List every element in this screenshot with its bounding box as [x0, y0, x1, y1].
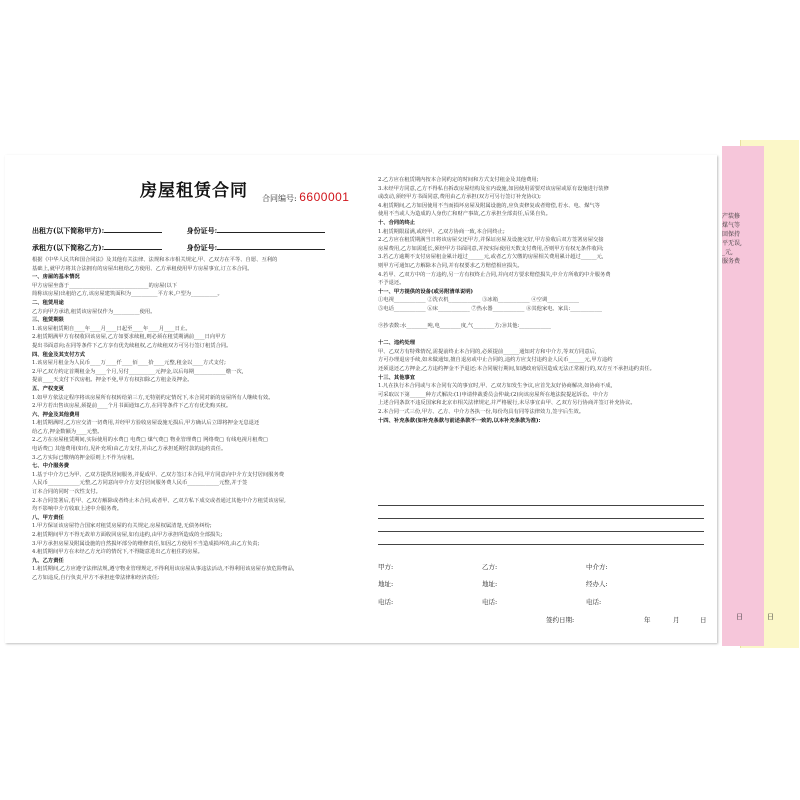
clause-line: 乙方向甲方承诺,租赁该房屋仅作为__________使用。 [32, 308, 156, 315]
lessor-label: 出租方(以下简称甲方): [32, 226, 105, 235]
section-heading: 十二、违约处理 [378, 340, 416, 347]
clause-line: 2.乙方应在租赁期内按本合同约定的时间和方式支付租金及其他费用; [378, 177, 539, 183]
lessor-id-label: 身份证号: [186, 226, 218, 235]
contract-body-right [378, 176, 706, 425]
clause-line: 或改动,须经甲方书面同意,费用由乙方承担(双方可另行签订补充协议); [378, 194, 541, 201]
clause-line: 4.若甲、乙双方中的一方违约,另一方有权终止合同,并向对方要求赔偿损失,中介方所收的中介服务费 [378, 271, 611, 278]
sign-date-label: 签约日期: [546, 616, 575, 624]
clause-line: 订本合同的同时一次性支付。 [32, 489, 101, 496]
clause-line: 1.该房屋月租金为人民币____万____仟____佰____拾____元整,租金以____方式支付; [32, 360, 226, 367]
section-heading: 四、租金及其支付方式 [32, 351, 85, 358]
section-heading: 九、乙方责任 [32, 557, 64, 564]
clause-line: 2.甲乙双方约定首期租金为____个月,另付__________元押金,以后每期____________缴一次, [32, 368, 244, 375]
sign-party-b: 乙方: [482, 563, 498, 571]
supplement-line[interactable] [378, 531, 704, 532]
contract-number-value: 6600001 [299, 190, 350, 204]
section-heading: 二、租赁用途 [32, 299, 64, 306]
clause-line: 均不影响中介方收取上述中介服务费。 [32, 506, 123, 513]
section-heading: 八、甲方责任 [32, 514, 64, 521]
lessee-id-label: 身份证号: [186, 243, 218, 252]
clause-line: 3.未经甲方同意,乙方不得私自拆改房屋结构及室内设施,如因使用需要对该房屋或原有设施进行装修 [378, 185, 609, 192]
clause-line: ⑨抄表数:水________吨,电________度,气________方;⑩其他:____________ [378, 323, 551, 330]
sign-party-a: 甲方: [378, 563, 394, 571]
section-heading: 十、合同的终止 [378, 219, 416, 226]
section-heading: 七、中介服务费 [32, 463, 70, 470]
section-heading: 一、房屋的基本情况 [32, 274, 80, 281]
clause-line: ①电视____________ ②洗衣机____________ ③冰箱____________ ④空调____________ [378, 297, 580, 304]
address-a: 地址: [378, 580, 394, 588]
pink-day-label: 日 [736, 613, 743, 621]
pink-copy-sheet [722, 146, 764, 646]
phone-a: 电话: [378, 598, 394, 606]
clause-line: 甲、乙双方有特殊情况,需提前终止本合同的,必须提前______通知对方和中介方,等双方同意后, [378, 348, 597, 355]
section-heading: 五、产权变更 [32, 385, 64, 392]
clause-line: 2.租赁期满甲方有权收回该房屋,乙方如要求续租,则必须在租赁期满前____日向甲方 [32, 334, 226, 341]
clause-line: 2.乙方在房屋租赁期间,实际使用的水费□ 电费□ 煤气费□ 物业管理费□ 网络费□ 有线电视月租费□ [32, 437, 268, 444]
clause-line: 2.甲方若出售该房屋,须提前____个月书面通知乙方,在同等条件下乙方有优先购买权。 [32, 403, 232, 410]
supplement-line[interactable] [378, 505, 704, 506]
phone-agent: 电话: [586, 598, 602, 606]
clause-line [378, 331, 706, 340]
clause-line: 1.租赁期限届满,或经甲、乙双方协商一致,本合同终止; [378, 228, 505, 235]
clause-line: 提出书面意向;在同等条件下乙方享有优先续租权,乙方续租双方可另行签订租赁合同。 [32, 342, 232, 349]
lessee-name-field[interactable] [104, 242, 162, 250]
agent-person: 经办人: [586, 580, 608, 588]
clause-line: 3.乙方实际已缴纳的押金原则上不作为房租。 [32, 454, 138, 461]
clause-line: 基础上,就甲方将其合法拥有的房屋出租给乙方使用、乙方承租使用甲方房屋事宜,订立本合同。 [32, 265, 253, 272]
lessor-row [32, 225, 325, 236]
clause-line: 4.租赁期间甲方在未经乙方允许的情况下,不得随意进出乙方租住的房屋。 [32, 549, 203, 556]
lessee-label: 承租方(以下简称乙方): [32, 243, 105, 252]
lessor-id-field[interactable] [217, 225, 325, 233]
contract-number-label: 合同编号: [262, 194, 297, 203]
clause-line: ⑤电话____________ ⑥床____________ ⑦热水器____________ ⑧其他家电、家具:____________ [378, 305, 603, 312]
supplement-line[interactable] [378, 544, 704, 545]
section-heading: 六、押金及其他费用 [32, 411, 80, 418]
clause-line: 3.若乙方逾期不支付房屋租金累计超过______元,或者乙方欠缴的房屋相关费用累计超过______元, [378, 254, 604, 261]
clause-line: 1.如甲方依法定程序将该房屋所有权转给第三方,无特别约定情况下,本合同对新的房屋所有人继续有效。 [32, 394, 274, 401]
lessor-name-field[interactable] [104, 225, 162, 233]
clause-line [378, 314, 706, 323]
clause-line: 2.本合同一式三份,甲方、乙方、中介方各执一份,每份均具有同等法律效力,签字后生效。 [378, 409, 585, 416]
lessee-row [32, 242, 325, 253]
clause-line: 上述合同条款不违反国家和北京市相关法律规定,并严格履行,未尽事宜由甲、乙双方另行协商并签订补充协议。 [378, 400, 636, 407]
section-heading: 十四、补充条款(如补充条款与前述条款不一致的,以本补充条款为准): [378, 417, 541, 424]
contract-body-left [32, 256, 368, 583]
clause-line: 1.该房屋租赁期自____年____月____日起至____年____月____日止。 [32, 325, 191, 332]
clause-line: 人民币____________元整,乙方同意向中介方支付居间服务费人民币____________元整,并于签 [32, 480, 248, 487]
clause-line: 1.基于中介方已为甲、乙双方提供居间服务,并促成甲、乙双方签订本合同,甲方同意向中介方支付居间服务费 [32, 471, 285, 478]
yellow-day-label: 日 [767, 613, 774, 621]
clause-line: 根据《中华人民共和国合同法》及其他有关法律、法规和本市相关规定,甲、乙双方在平等、自愿、互利的 [32, 257, 278, 263]
clause-line: 2.本合同签署后,若甲、乙双方解除或者终止本合同,或者甲、乙双方私下成交或者通过其他中介方租赁该房屋, [32, 497, 286, 504]
section-heading: 十一、甲方提供的设备(或另附清单说明) [378, 288, 474, 295]
supplement-line[interactable] [378, 518, 704, 519]
sign-day: 日 [700, 616, 707, 624]
clause-line: 1.租赁期满时,乙方应交清一切费用,并经甲方验收房屋设施无损后,甲方确认后立即将押金无息退还 [32, 420, 260, 427]
clause-line: 3.甲方承担房屋及附属设施的自然损坏部分的维修责任,如因乙方使用不当造成损坏的,由乙方负责; [32, 540, 260, 547]
clause-line: 还须退还乙方押金,乙方违约押金不予退还;本合同履行期间,如遇政府原因造成无法正常履行的,双方互不承担违约责任。 [378, 366, 655, 373]
clause-line: 房屋费用,乙方如需延长,须经甲方书面同意,并按实际使用天数支付费用,否则甲方有权无条件收回; [378, 245, 604, 252]
clause-line: 电话费□ 其他费用(如有,见补充项)由乙方支付,并由乙方承担延期付款的违约责任。 [32, 446, 227, 453]
clause-line: 2.乙方应在租赁期满当日将该房屋交还甲方,并保证房屋及设施完好,甲方验收后双方签署房屋交接 [378, 237, 604, 244]
contract-number [262, 190, 349, 204]
clause-line: 使用不当或人为造成的人身伤亡和财产事故,乙方承担全部责任,后果自负。 [378, 211, 551, 218]
section-heading: 三、租赁期限 [32, 317, 64, 324]
clause-line: 乙方如违反,自行负责,甲方不承担连带法律和经济责任; [32, 574, 159, 581]
sign-agent: 中介方: [586, 563, 608, 571]
clause-line: 甲方房屋坐落于______________________________的房屋(以下 [32, 282, 178, 289]
clause-line: 4.租赁期间,乙方如因使用不当而损坏房屋及附属设施的,应负责修复或者赔偿,若水、电、煤气等 [378, 202, 600, 209]
lessee-id-field[interactable] [217, 242, 325, 250]
clause-line: 1.租赁期间,乙方应遵守法律法规,遵守物业管理规定,不得利用该房屋从事违法活动,不得利用该房屋存放危险物品, [32, 566, 295, 573]
clause-line: 简称该房屋)出租给乙方,该房屋建筑面积为__________平方米,户型为__________。 [32, 291, 223, 298]
clause-line: 则甲方可通知乙方解除本合同,并有权要求乙方赔偿相应损失。 [378, 262, 523, 269]
clause-line: 给乙方,押金数额为____元整。 [32, 428, 103, 435]
clause-line: 提前____天支付下次房租。押金不免,甲方有权扣除乙方租金及押金。 [32, 377, 193, 384]
section-heading: 十三、其他事宜 [378, 374, 416, 381]
phone-b: 电话: [482, 598, 498, 606]
clause-line: 不予退还。 [378, 280, 405, 287]
sign-month: 月 [673, 616, 680, 624]
clause-line: 1.凡在执行本合同或与本合同有关的事宜时,甲、乙双方如发生争议,应首先友好协商解决,如协商不成, [378, 383, 613, 390]
clause-line: 1.甲方保证该房屋符合国家对租赁房屋的有关规定,房屋权属清楚,无债务纠纷; [32, 523, 212, 530]
sign-year: 年 [644, 616, 651, 624]
document-title: 房屋租赁合同 [140, 181, 248, 201]
clause-line: 方可办理退房手续,如未做通知,擅自退房或中止合同的,违约方应支付违约金人民币______元,甲方违约 [378, 357, 613, 364]
clause-line: 2.租赁期间甲方不得无故单方面收回房屋,如有违约,由甲方承担所造成的全部损失; [32, 532, 223, 538]
clause-line: 可采取以下第______种方式解决:(1)申请仲裁委员会仲裁;(2)向该房屋所在地法院提起诉讼。中介方 [378, 391, 609, 398]
address-b: 地址: [482, 580, 498, 588]
pink-peek-text: 产装修 煤气等 回保持 平无误, _元, 服务费 [722, 213, 742, 265]
